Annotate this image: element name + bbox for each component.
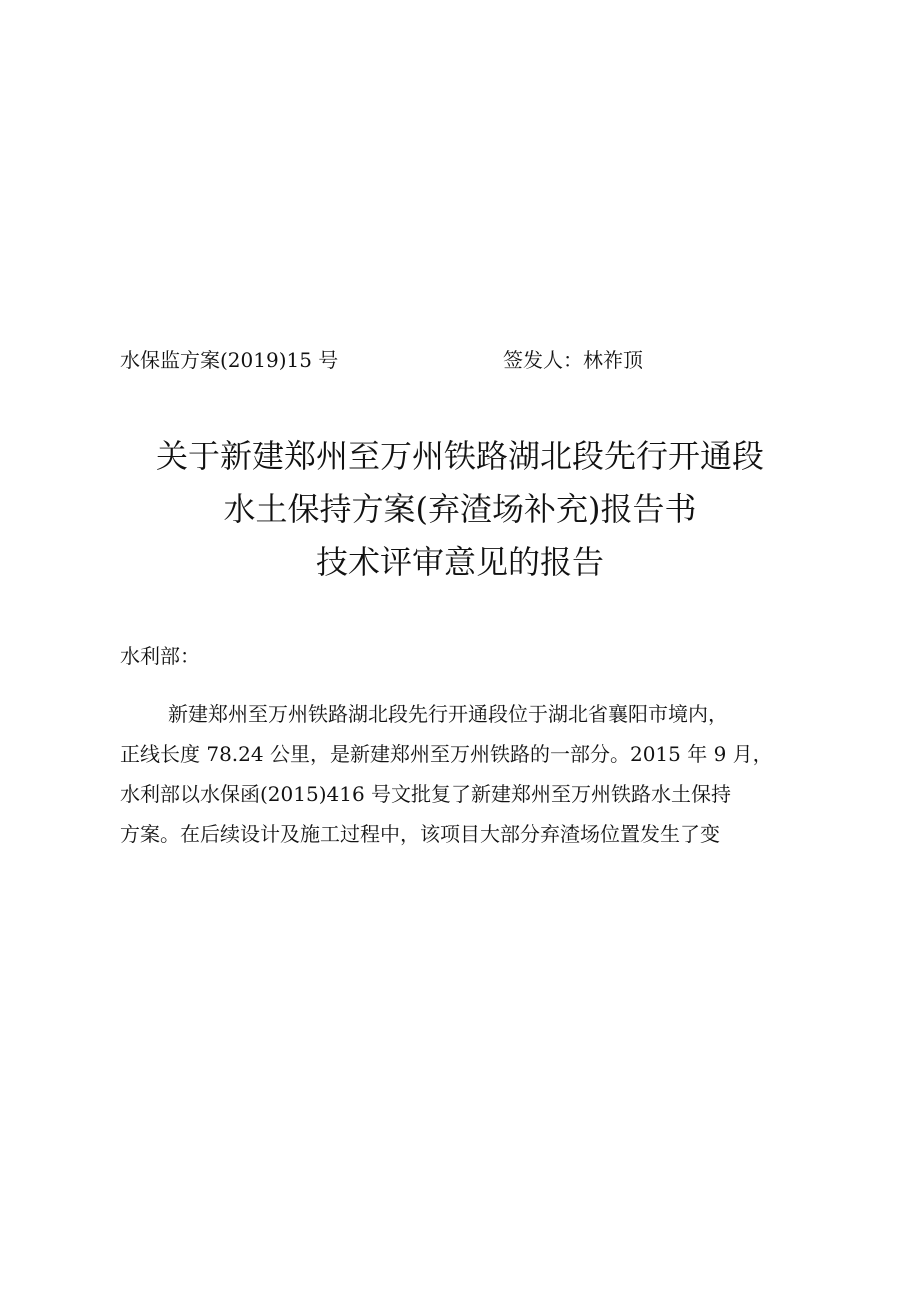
addressee: 水利部： xyxy=(120,644,200,668)
signer: 签发人：林祚顶 xyxy=(503,348,643,372)
title-line-2: 水土保持方案(弃渣场补充)报告书 xyxy=(223,490,697,528)
body-line-4: 方案。在后续设计及施工过程中，该项目大部分弃渣场位置发生了变 xyxy=(120,822,720,846)
title-line-1: 关于新建郑州至万州铁路湖北段先行开通段 xyxy=(155,437,764,475)
body-line-2: 正线长度 78.24 公里，是新建郑州至万州铁路的一部分。2015 年 9 月， xyxy=(120,742,773,766)
body-line-3: 水利部以水保函(2015)416 号文批复了新建郑州至万州铁路水土保持 xyxy=(120,782,732,806)
document-title xyxy=(0,430,920,589)
title-line-3: 技术评审意见的报告 xyxy=(315,543,604,581)
doc-number: 水保监方案(2019)15 号 xyxy=(120,348,339,372)
body-paragraph xyxy=(120,694,810,854)
doc-header-row xyxy=(120,344,800,376)
body-line-1: 新建郑州至万州铁路湖北段先行开通段位于湖北省襄阳市境内， xyxy=(168,702,728,726)
